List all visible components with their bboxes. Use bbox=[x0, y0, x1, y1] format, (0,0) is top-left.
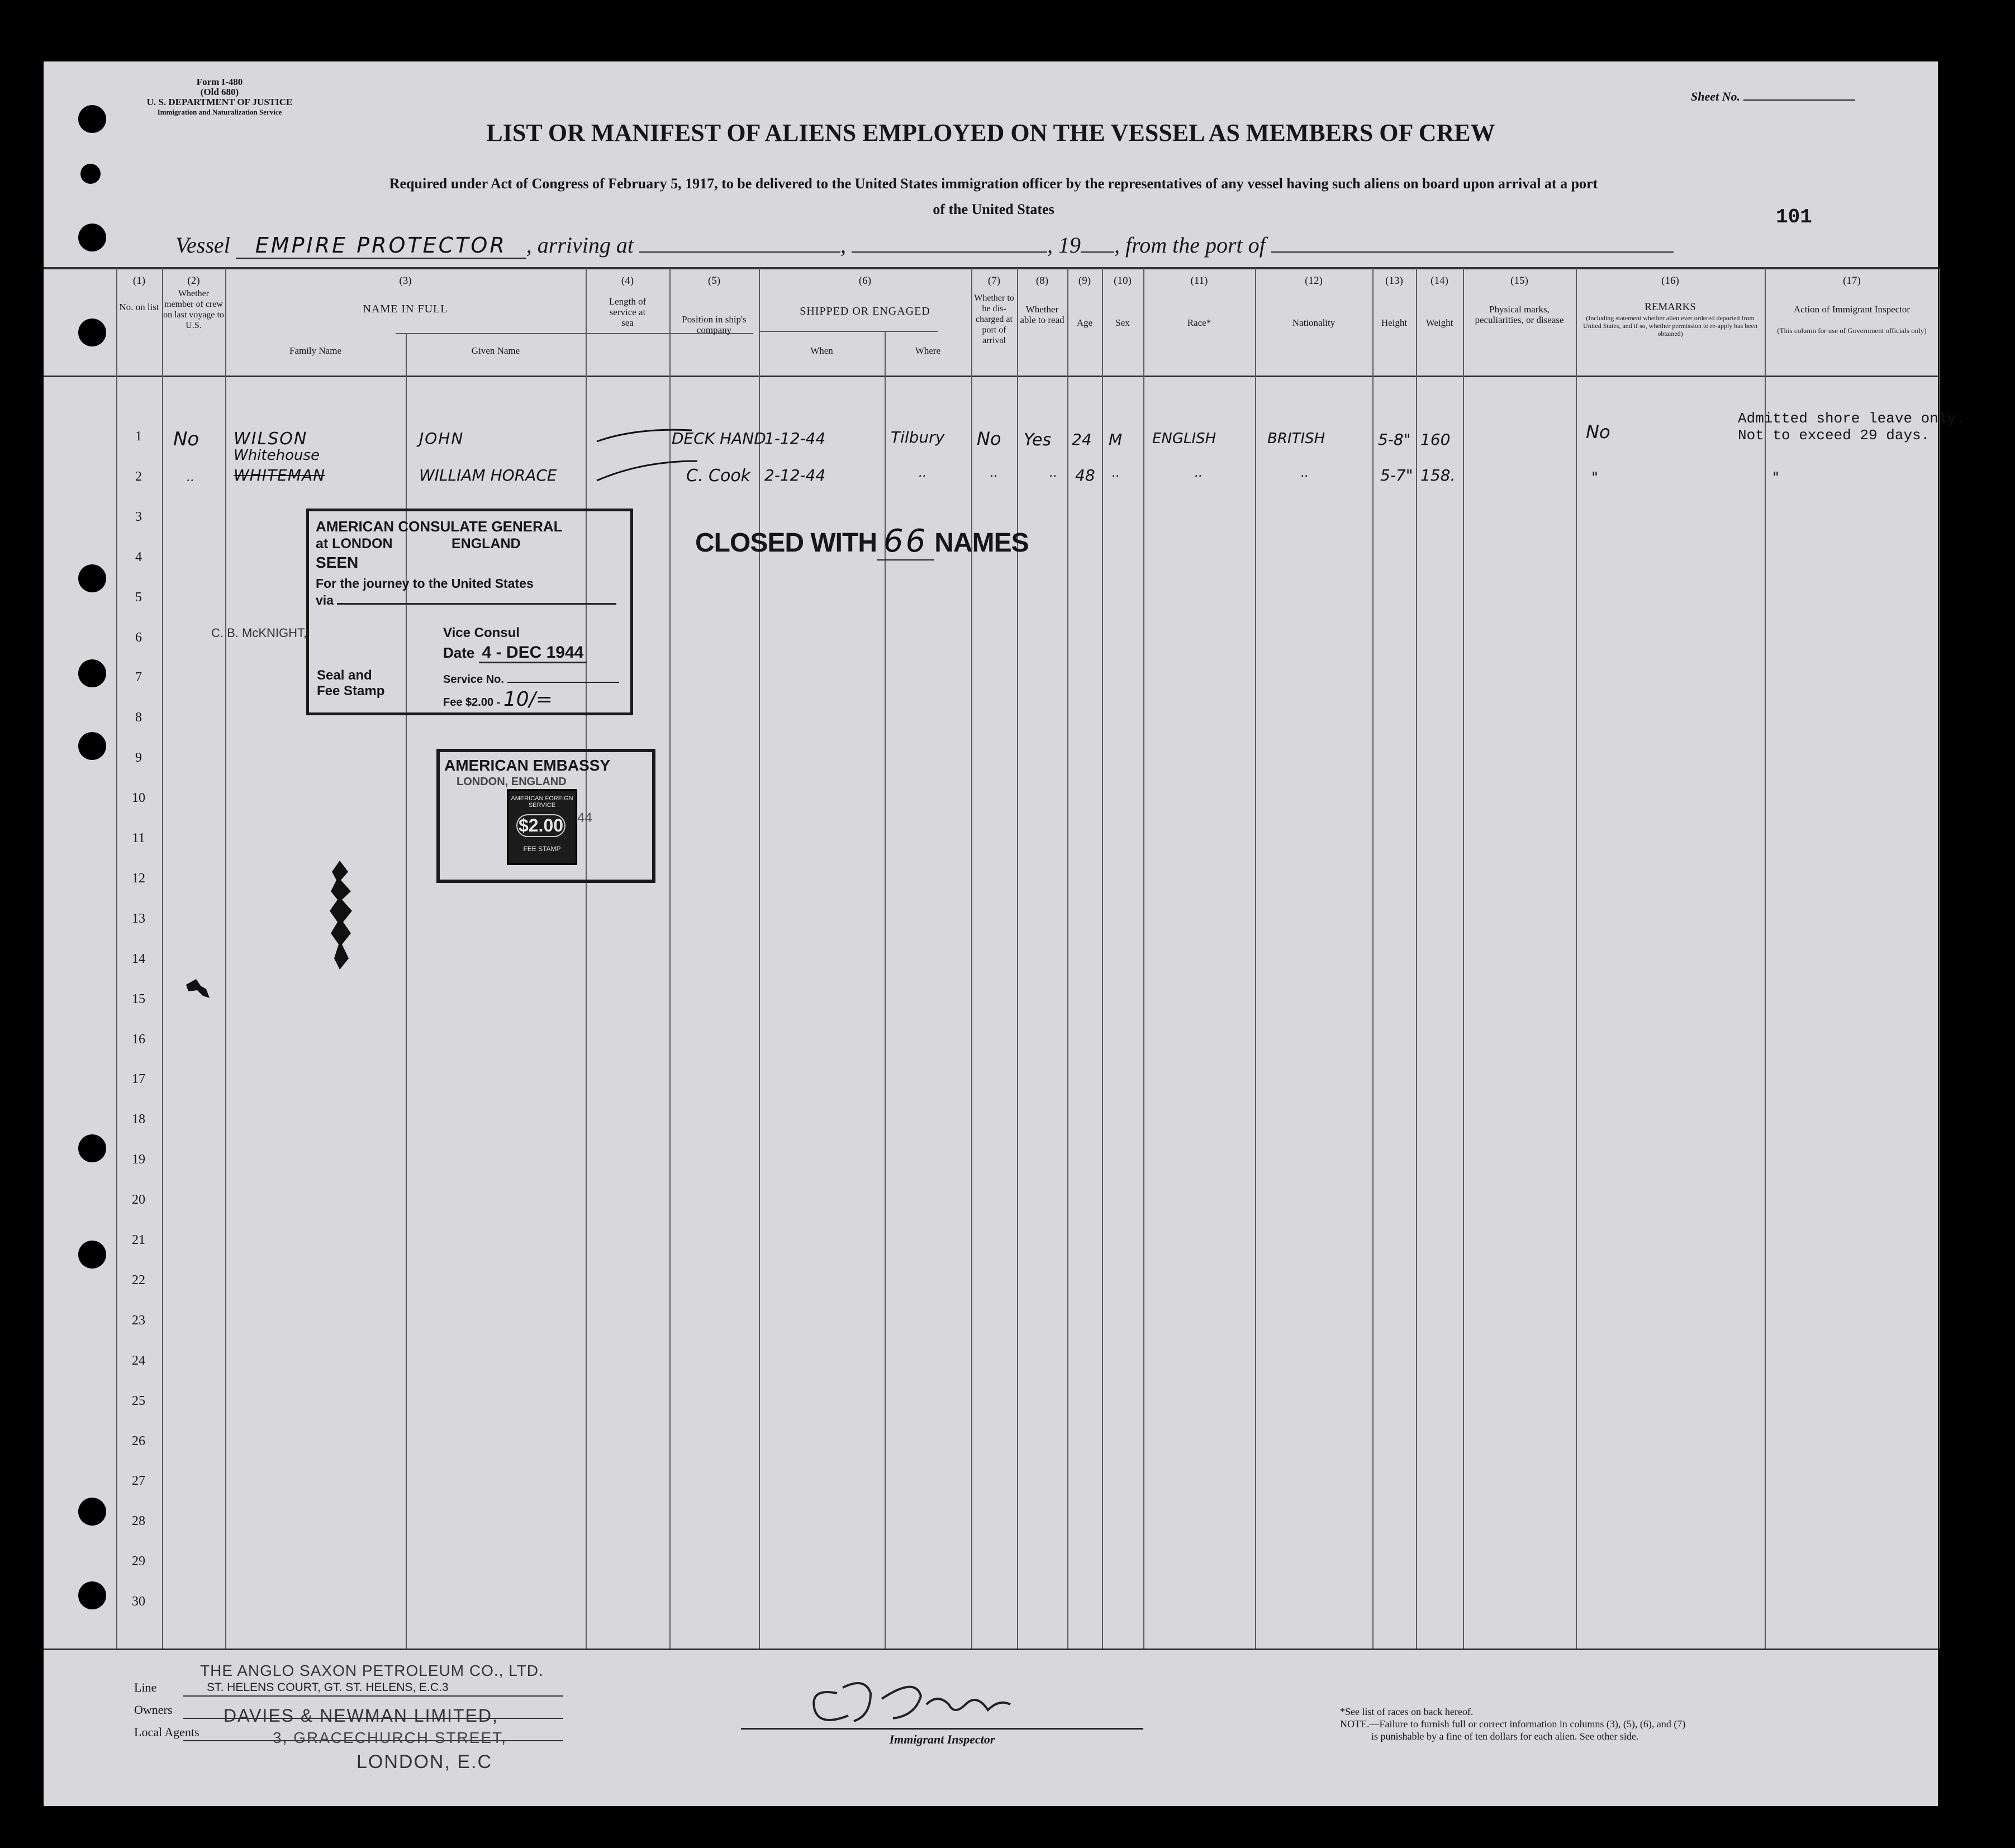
row2-nationality: .. bbox=[1301, 466, 1309, 480]
form-identifier bbox=[127, 77, 312, 117]
sheet-number bbox=[1691, 89, 1855, 104]
consulate-via-line bbox=[316, 593, 616, 608]
consulate-via: via bbox=[316, 593, 334, 607]
row1-remarks: No bbox=[1586, 421, 1610, 443]
col10-number: (10) bbox=[1114, 275, 1132, 287]
col17-number: (17) bbox=[1843, 275, 1861, 287]
table-top-border bbox=[44, 267, 1938, 269]
port-label: , from the port of bbox=[1114, 232, 1266, 258]
footer-line-value2: ST. HELENS COURT, GT. ST. HELENS, E.C.3 bbox=[207, 1681, 449, 1694]
row2-race: .. bbox=[1195, 466, 1203, 480]
row-number: 21 bbox=[132, 1233, 145, 1247]
embassy-line2: LONDON, ENGLAND bbox=[457, 776, 567, 788]
closed-with-names bbox=[695, 523, 1029, 560]
footer-note1: *See list of races on back hereof. bbox=[1340, 1706, 1474, 1717]
consulate-fee: Fee $2.00 - bbox=[443, 696, 501, 709]
row-number: 13 bbox=[132, 911, 145, 926]
consulate-date-label: Date bbox=[443, 644, 475, 661]
footer-owners-value: DAVIES & NEWMAN LIMITED, bbox=[224, 1706, 498, 1726]
consulate-fee-handwritten: 10/= bbox=[503, 688, 553, 711]
form-service: Immigration and Naturalization Service bbox=[157, 108, 282, 116]
col5-header: Position in ship's company bbox=[682, 314, 747, 335]
fee-stamp-top: AMERICAN FOREIGN SERVICE bbox=[511, 795, 573, 809]
row2-weight: 158. bbox=[1420, 466, 1456, 484]
row-number: 5 bbox=[135, 590, 142, 605]
col6-number: (6) bbox=[858, 275, 872, 287]
col6-header: SHIPPED OR ENGAGED bbox=[800, 305, 930, 317]
row2-height: 5-7" bbox=[1380, 466, 1413, 484]
consulate-date-line bbox=[443, 643, 587, 662]
row-number: 15 bbox=[132, 992, 145, 1006]
row1-action-line2: Not to exceed 29 days. bbox=[1738, 427, 1930, 444]
row-number: 26 bbox=[132, 1434, 145, 1448]
col1-header: No. on list bbox=[119, 302, 159, 312]
col10-header: Sex bbox=[1115, 317, 1130, 328]
subtitle-line-2: of the United States bbox=[933, 201, 1054, 217]
consulate-seen: SEEN bbox=[316, 554, 359, 571]
vessel-line: Vessel EMPIRE PROTECTOR , arriving at , , 19 , from the port of bbox=[175, 232, 1674, 259]
row-number: 8 bbox=[135, 710, 142, 725]
row2-where: .. bbox=[919, 466, 926, 480]
consulate-fee-line bbox=[443, 688, 553, 711]
paper-blot bbox=[186, 978, 214, 1000]
col3-family-header: Family Name bbox=[289, 345, 341, 356]
footer-owners-label: Owners bbox=[134, 1703, 173, 1717]
consulate-line1: AMERICAN CONSULATE GENERAL bbox=[316, 518, 563, 535]
row-number: 2 bbox=[135, 469, 142, 484]
row1-weight: 160 bbox=[1420, 430, 1451, 449]
footer-line-value: THE ANGLO SAXON PETROLEUM CO., LTD. bbox=[200, 1662, 544, 1679]
row-number: 12 bbox=[132, 871, 145, 886]
row1-discharged: No bbox=[977, 428, 1001, 449]
col6-where-header: Where bbox=[915, 345, 941, 356]
col3-given-header: Given Name bbox=[471, 345, 520, 356]
inspector-signature bbox=[787, 1671, 1077, 1732]
consulate-seal-line1: Seal and bbox=[317, 668, 372, 683]
row-number: 9 bbox=[135, 750, 142, 765]
row2-sex: .. bbox=[1112, 466, 1120, 480]
manifest-sheet bbox=[44, 61, 1965, 1806]
row-number: 14 bbox=[132, 952, 145, 966]
col1-number: (1) bbox=[132, 275, 146, 287]
row1-when: 1-12-44 bbox=[764, 429, 826, 448]
row-number: 6 bbox=[135, 630, 142, 645]
row2-remarks: " bbox=[1591, 469, 1598, 486]
row-number: 11 bbox=[132, 831, 145, 845]
row2-action: " bbox=[1772, 469, 1779, 486]
col2-number: (2) bbox=[187, 275, 200, 287]
row-number: 23 bbox=[132, 1313, 145, 1328]
row1-race: ENGLISH bbox=[1152, 430, 1216, 447]
col11-number: (11) bbox=[1190, 275, 1208, 287]
consulate-seal bbox=[317, 668, 384, 699]
row-number: 7 bbox=[135, 670, 142, 685]
row-number: 28 bbox=[132, 1514, 145, 1528]
col14-number: (14) bbox=[1431, 275, 1448, 287]
consulate-signer: C. B. McKNIGHT, bbox=[211, 626, 307, 640]
col12-number: (12) bbox=[1305, 275, 1323, 287]
row2-position: C. Cook bbox=[686, 466, 751, 486]
form-old-number: (Old 680) bbox=[200, 87, 239, 97]
table-header-border bbox=[44, 376, 1938, 377]
shipped-subheader-line bbox=[759, 331, 938, 332]
col7-number: (7) bbox=[987, 275, 1001, 287]
year-label: , 19 bbox=[1047, 232, 1081, 258]
footer-agents-value: 3, GRACECHURCH STREET, bbox=[273, 1729, 507, 1746]
col16-number: (16) bbox=[1661, 275, 1679, 287]
col17-header: Action of Immigrant Inspector bbox=[1793, 304, 1911, 315]
row-number: 27 bbox=[132, 1474, 145, 1488]
row2-age: 48 bbox=[1075, 466, 1095, 484]
inspector-label: Immigrant Inspector bbox=[889, 1732, 995, 1746]
punch-hole bbox=[78, 1241, 106, 1269]
footer-line-underline bbox=[183, 1695, 563, 1697]
col4-number: (4) bbox=[621, 275, 634, 287]
consulate-journey: For the journey to the United States bbox=[316, 576, 534, 591]
row-number: 10 bbox=[132, 791, 145, 805]
row-number: 17 bbox=[132, 1072, 145, 1086]
row1-age: 24 bbox=[1072, 430, 1092, 449]
consulate-country: ENGLAND bbox=[452, 536, 521, 552]
col4-header: Length of service at sea bbox=[609, 296, 647, 328]
consulate-vice-consul: Vice Consul bbox=[443, 625, 520, 640]
col17-subheader: (This column for use of Government officials only) bbox=[1777, 326, 1927, 335]
col16-header: REMARKS bbox=[1645, 301, 1696, 313]
col15-header: Physical marks, peculiarities, or disease bbox=[1475, 304, 1564, 325]
punch-hole bbox=[78, 224, 106, 251]
page-number: 101 bbox=[1776, 206, 1812, 229]
row-number: 16 bbox=[132, 1032, 145, 1047]
row2-discharged: .. bbox=[990, 466, 998, 480]
col13-number: (13) bbox=[1385, 275, 1403, 287]
row-number: 22 bbox=[132, 1273, 145, 1288]
footer-labels bbox=[134, 1676, 199, 1744]
form-department: U. S. DEPARTMENT OF JUSTICE bbox=[146, 97, 293, 107]
row1-last-voyage: No bbox=[173, 428, 199, 450]
punch-hole bbox=[78, 319, 106, 346]
col11-header: Race* bbox=[1187, 317, 1211, 328]
col8-number: (8) bbox=[1035, 275, 1049, 287]
consulate-service-no: Service No. bbox=[443, 673, 504, 686]
table-bottom-border bbox=[44, 1649, 1938, 1650]
row2-last-voyage: .. bbox=[187, 471, 194, 484]
row-number: 1 bbox=[135, 429, 142, 444]
row1-where: Tilbury bbox=[891, 428, 945, 446]
row-number: 30 bbox=[132, 1594, 145, 1609]
row1-action bbox=[1738, 410, 1965, 444]
subtitle-line-1: Required under Act of Congress of February 5, 1917, to be delivered to the United States immigration officer by the representatives of any vessel having such aliens on board upon arrival at a port bbox=[389, 175, 1598, 192]
col9-number: (9) bbox=[1078, 275, 1091, 287]
col13-header: Height bbox=[1381, 317, 1408, 328]
consulate-city: at LONDON bbox=[316, 536, 393, 552]
row1-given-name: JOHN bbox=[419, 429, 464, 448]
row-number: 29 bbox=[132, 1554, 145, 1569]
col9-header: Age bbox=[1076, 317, 1093, 328]
col16-subheader: (Including statement whether alien ever ordered deported from United States, and if so, whether permission to re-apply has been obtained) bbox=[1583, 314, 1757, 338]
col14-header: Weight bbox=[1425, 317, 1453, 328]
row-number: 3 bbox=[135, 510, 142, 524]
row1-nationality: BRITISH bbox=[1267, 430, 1325, 447]
col15-number: (15) bbox=[1510, 275, 1528, 287]
row-number: 24 bbox=[132, 1353, 145, 1368]
consulate-stamp bbox=[306, 509, 633, 715]
consulate-seal-line2: Fee Stamp bbox=[317, 683, 385, 699]
sheet-label: Sheet No. bbox=[1691, 89, 1740, 103]
embassy-year: 44 bbox=[577, 810, 592, 825]
col2-header: Whether member of crew on last voyage to U.S. bbox=[163, 289, 224, 330]
footer-agents-label: Local Agents bbox=[134, 1725, 199, 1739]
fee-stamp bbox=[507, 789, 577, 865]
inspector-underline bbox=[741, 1728, 1143, 1730]
embassy-line1: AMERICAN EMBASSY bbox=[444, 757, 611, 774]
row-number: 4 bbox=[135, 550, 142, 564]
punch-hole bbox=[78, 564, 106, 592]
closed-suffix: NAMES bbox=[934, 528, 1029, 558]
col8-header: Whether able to read bbox=[1020, 304, 1064, 325]
closed-prefix: CLOSED WITH bbox=[695, 528, 877, 558]
row1-sex: M bbox=[1109, 430, 1123, 449]
punch-hole bbox=[78, 1498, 106, 1526]
footer-note2: NOTE.—Failure to furnish full or correct information in columns (3), (5), (6), and (7) bbox=[1340, 1718, 1686, 1730]
consulate-date-value: 4 - DEC 1944 bbox=[479, 643, 587, 663]
col7-header: Whether to be dis-charged at port of arrival bbox=[974, 293, 1014, 345]
row-number: 19 bbox=[132, 1152, 145, 1167]
footer-line-label: Line bbox=[134, 1680, 157, 1694]
footer-note3: is punishable by a fine of ten dollars for each alien. See other side. bbox=[1371, 1731, 1639, 1742]
ditto-strokes bbox=[586, 408, 753, 497]
row2-read: .. bbox=[1049, 466, 1057, 480]
page-title: LIST OR MANIFEST OF ALIENS EMPLOYED ON THE VESSEL AS MEMBERS OF CREW bbox=[486, 119, 1495, 146]
col12-header: Nationality bbox=[1292, 317, 1336, 328]
col3-header: NAME IN FULL bbox=[363, 303, 448, 315]
vessel-name: EMPIRE PROTECTOR bbox=[236, 233, 526, 259]
embassy-stamp bbox=[436, 749, 655, 883]
punch-hole bbox=[78, 659, 106, 687]
row2-when: 2-12-44 bbox=[764, 466, 826, 484]
row2-family-correction: Whitehouse bbox=[234, 447, 320, 464]
col5-number: (5) bbox=[707, 275, 721, 287]
footer-notes bbox=[1340, 1706, 1685, 1742]
vessel-label: Vessel bbox=[175, 232, 230, 258]
row2-family-name: WHITEMAN bbox=[234, 466, 326, 484]
punch-hole bbox=[78, 1581, 106, 1609]
form-number: Form I-480 bbox=[196, 77, 243, 87]
row-number: 18 bbox=[132, 1112, 145, 1127]
row1-position: DECK HAND bbox=[672, 429, 766, 448]
form-subtitle bbox=[155, 171, 1832, 222]
fee-stamp-bottom: FEE STAMP bbox=[523, 845, 561, 853]
consulate-service-line bbox=[443, 673, 619, 686]
arriving-label: , arriving at bbox=[526, 232, 634, 258]
col6-when-header: When bbox=[810, 345, 833, 356]
row-number: 25 bbox=[132, 1394, 145, 1408]
punch-hole bbox=[78, 732, 106, 760]
paper-tear bbox=[323, 861, 357, 972]
row1-read: Yes bbox=[1024, 430, 1052, 450]
closed-count: 66 bbox=[877, 523, 934, 560]
row1-height: 5-8" bbox=[1378, 430, 1411, 449]
punch-hole bbox=[78, 1134, 106, 1162]
row1-action-line1: Admitted shore leave only. bbox=[1738, 410, 1965, 427]
row-number: 20 bbox=[132, 1193, 145, 1207]
row1-family-name: WILSON bbox=[234, 429, 308, 449]
row2-given-name: WILLIAM HORACE bbox=[419, 466, 557, 484]
footer-agents-value2: LONDON, E.C bbox=[357, 1751, 493, 1773]
fee-stamp-amount: $2.00 bbox=[516, 814, 565, 837]
col3-number: (3) bbox=[399, 275, 412, 287]
punch-hole bbox=[80, 164, 101, 184]
